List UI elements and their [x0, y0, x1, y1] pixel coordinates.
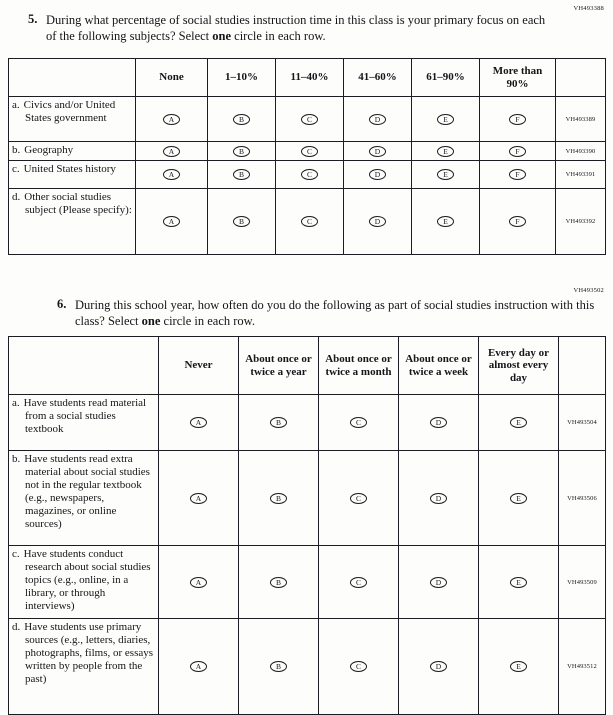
response-bubble[interactable]: C — [350, 417, 367, 428]
question-6-text — [75, 297, 597, 329]
q5-row-d — [9, 189, 606, 255]
response-bubble[interactable]: C — [301, 169, 318, 180]
option-cell — [159, 546, 239, 619]
response-bubble[interactable]: B — [233, 216, 250, 227]
option-cell — [159, 451, 239, 546]
q6-row-d — [9, 619, 606, 715]
option-cell — [319, 546, 399, 619]
row-code: VH493509 — [559, 546, 606, 619]
q5-table — [8, 58, 606, 255]
row-code: VH493512 — [559, 619, 606, 715]
question-6-text-bold: one — [141, 314, 161, 328]
option-cell — [412, 189, 480, 255]
response-bubble[interactable]: C — [350, 577, 367, 588]
option-cell — [399, 546, 479, 619]
option-cell — [480, 189, 556, 255]
option-cell — [208, 189, 276, 255]
q5-row-b — [9, 142, 606, 161]
row-code: VH493506 — [559, 451, 606, 546]
question-6-text-suffix: circle in each row. — [160, 314, 256, 328]
row-letter: d. — [12, 191, 21, 203]
response-bubble[interactable]: A — [163, 169, 180, 180]
response-bubble[interactable]: B — [233, 114, 250, 125]
form-code-q5: VH493388 — [573, 5, 604, 12]
response-bubble[interactable]: B — [270, 577, 287, 588]
row-code: VH493390 — [556, 142, 606, 161]
option-cell — [276, 189, 344, 255]
corner-cell — [559, 337, 606, 395]
row-letter: c. — [12, 548, 20, 560]
row-label — [9, 161, 136, 189]
option-cell — [480, 142, 556, 161]
row-label-text: Have students read extra material about social studies not in the regular textbook (e.g., newspapers, magazines, or online sources) — [24, 453, 150, 530]
response-bubble[interactable]: F — [509, 169, 526, 180]
response-bubble[interactable]: C — [350, 661, 367, 672]
response-bubble[interactable]: B — [270, 493, 287, 504]
row-label — [9, 546, 159, 619]
row-letter: d. — [12, 621, 21, 633]
response-bubble[interactable]: D — [430, 661, 447, 672]
option-cell — [239, 451, 319, 546]
option-cell — [319, 451, 399, 546]
option-cell — [136, 97, 208, 142]
option-cell — [208, 97, 276, 142]
response-bubble[interactable]: A — [190, 417, 207, 428]
row-letter: c. — [12, 163, 20, 175]
q6-table — [8, 336, 606, 715]
q5-row-c — [9, 161, 606, 189]
option-cell — [399, 395, 479, 451]
question-5-text-bold: one — [212, 29, 232, 43]
response-bubble[interactable]: D — [369, 169, 386, 180]
option-cell — [239, 619, 319, 715]
option-cell — [399, 451, 479, 546]
row-code: VH493389 — [556, 97, 606, 142]
response-bubble[interactable]: E — [437, 146, 454, 157]
row-label-text: Have students read material from a social studies textbook — [23, 397, 147, 435]
option-cell — [412, 142, 480, 161]
option-cell — [479, 395, 559, 451]
option-cell — [276, 97, 344, 142]
response-bubble[interactable]: B — [233, 146, 250, 157]
form-code-q6: VH493502 — [573, 287, 604, 294]
row-label — [9, 142, 136, 161]
q5-row-a — [9, 97, 606, 142]
response-bubble[interactable]: A — [163, 114, 180, 125]
response-bubble[interactable]: E — [510, 417, 527, 428]
q6-header-row — [9, 337, 606, 395]
option-cell — [344, 161, 412, 189]
row-label-text: Have students use primary sources (e.g., letters, diaries, photographs, films, or essays written by people from the past) — [24, 621, 154, 685]
question-5-text — [46, 12, 556, 44]
response-bubble[interactable]: B — [270, 661, 287, 672]
response-bubble[interactable]: D — [430, 417, 447, 428]
response-bubble[interactable]: B — [233, 169, 250, 180]
response-bubble[interactable]: C — [301, 146, 318, 157]
option-cell — [412, 97, 480, 142]
response-bubble[interactable]: E — [510, 577, 527, 588]
question-6-number: 6. — [57, 297, 67, 311]
row-label — [9, 97, 136, 142]
response-bubble[interactable]: D — [430, 577, 447, 588]
question-6-text-prefix: During this school year, how often do you do the following as part of social studies instruction with this class? Select — [75, 298, 595, 328]
column-header-61-90: 61–90% — [412, 59, 480, 97]
option-cell — [319, 395, 399, 451]
response-bubble[interactable]: A — [190, 577, 207, 588]
question-6 — [57, 297, 602, 329]
row-code: VH493391 — [556, 161, 606, 189]
response-bubble[interactable]: F — [509, 216, 526, 227]
option-cell — [479, 451, 559, 546]
q6-row-a — [9, 395, 606, 451]
option-cell — [276, 161, 344, 189]
option-cell — [136, 189, 208, 255]
option-cell — [159, 395, 239, 451]
column-header-every-day: Every day or almost every day — [479, 337, 559, 395]
response-bubble[interactable]: E — [510, 493, 527, 504]
response-bubble[interactable]: D — [369, 216, 386, 227]
column-header-11-40: 11–40% — [276, 59, 344, 97]
response-bubble[interactable]: F — [509, 146, 526, 157]
column-header-year: About once or twice a year — [239, 337, 319, 395]
response-bubble[interactable]: E — [437, 216, 454, 227]
row-label — [9, 189, 136, 255]
question-5-text-suffix: circle in each row. — [231, 29, 326, 43]
row-label-text: Civics and/or United States government — [23, 99, 116, 124]
response-bubble[interactable]: D — [369, 146, 386, 157]
column-header-more-90: More than 90% — [480, 59, 556, 97]
row-label-text: Geography — [24, 144, 74, 156]
column-header-41-60: 41–60% — [344, 59, 412, 97]
row-code: VH493392 — [556, 189, 606, 255]
response-bubble[interactable]: D — [369, 114, 386, 125]
row-letter: b. — [12, 453, 21, 465]
row-label-text: Other social studies subject (Please specify): — [24, 191, 132, 216]
option-cell — [136, 161, 208, 189]
row-label-text: United States history — [23, 163, 116, 175]
response-bubble[interactable]: C — [301, 216, 318, 227]
q5-header-row — [9, 59, 606, 97]
row-label — [9, 395, 159, 451]
q6-row-b — [9, 451, 606, 546]
corner-cell — [9, 59, 136, 97]
response-bubble[interactable]: E — [510, 661, 527, 672]
response-bubble[interactable]: C — [350, 493, 367, 504]
question-5 — [28, 12, 573, 44]
option-cell — [159, 619, 239, 715]
option-cell — [319, 619, 399, 715]
row-label-text: Have students conduct research about social studies topics (e.g., online, in a library, or through interviews) — [23, 548, 151, 612]
option-cell — [344, 189, 412, 255]
response-bubble[interactable]: A — [190, 493, 207, 504]
option-cell — [344, 97, 412, 142]
column-header-week: About once or twice a week — [399, 337, 479, 395]
row-letter: a. — [12, 99, 20, 111]
row-letter: b. — [12, 144, 21, 156]
column-header-1-10: 1–10% — [208, 59, 276, 97]
option-cell — [479, 546, 559, 619]
option-cell — [136, 142, 208, 161]
response-bubble[interactable]: E — [437, 114, 454, 125]
option-cell — [412, 161, 480, 189]
column-header-none: None — [136, 59, 208, 97]
option-cell — [239, 546, 319, 619]
response-bubble[interactable]: F — [509, 114, 526, 125]
row-label — [9, 619, 159, 715]
column-header-never: Never — [159, 337, 239, 395]
option-cell — [239, 395, 319, 451]
option-cell — [480, 161, 556, 189]
option-cell — [208, 142, 276, 161]
option-cell — [344, 142, 412, 161]
question-5-number: 5. — [28, 12, 38, 26]
row-code: VH493504 — [559, 395, 606, 451]
option-cell — [276, 142, 344, 161]
question-5-text-prefix: During what percentage of social studies instruction time in this class is your primary focus on each of the following subjects? Select — [46, 13, 546, 43]
response-bubble[interactable]: A — [163, 146, 180, 157]
row-letter: a. — [12, 397, 20, 409]
corner-cell — [556, 59, 606, 97]
response-bubble[interactable]: E — [437, 169, 454, 180]
option-cell — [399, 619, 479, 715]
column-header-month: About once or twice a month — [319, 337, 399, 395]
response-bubble[interactable]: B — [270, 417, 287, 428]
q6-row-c — [9, 546, 606, 619]
corner-cell — [9, 337, 159, 395]
option-cell — [479, 619, 559, 715]
row-label — [9, 451, 159, 546]
response-bubble[interactable]: A — [163, 216, 180, 227]
option-cell — [480, 97, 556, 142]
response-bubble[interactable]: A — [190, 661, 207, 672]
option-cell — [208, 161, 276, 189]
response-bubble[interactable]: D — [430, 493, 447, 504]
response-bubble[interactable]: C — [301, 114, 318, 125]
